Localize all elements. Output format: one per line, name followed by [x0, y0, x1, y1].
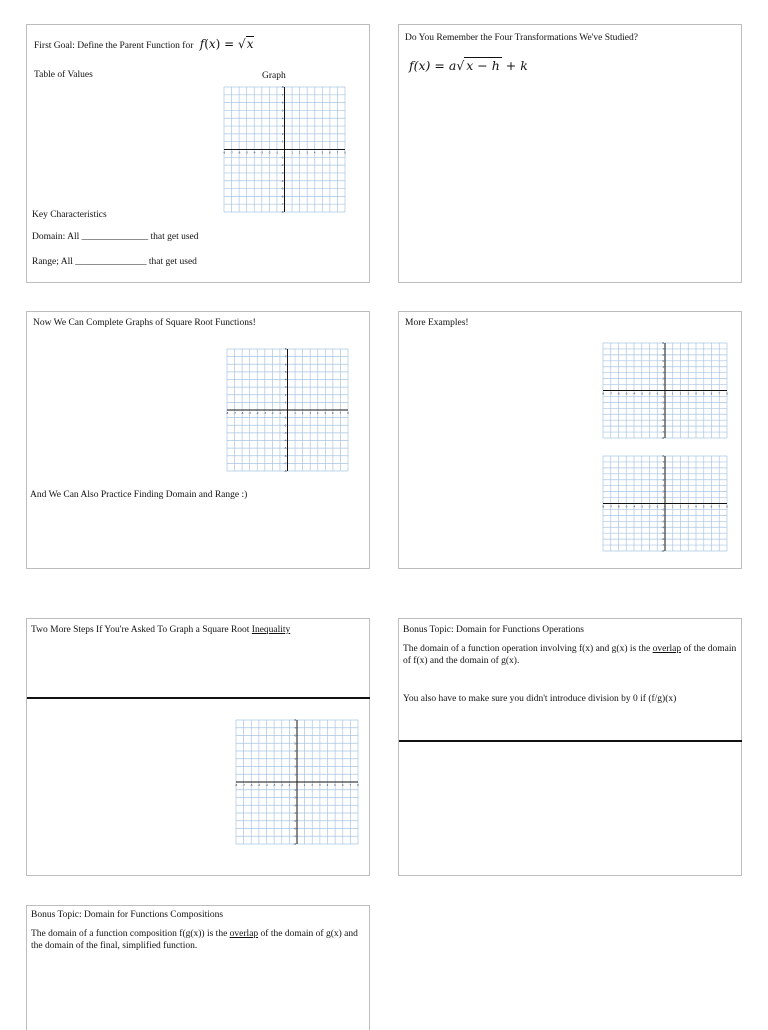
slide-square-root-graphs	[26, 311, 370, 569]
title-text: Two More Steps If You're Asked To Graph a Square Root	[31, 625, 252, 635]
coordinate-grid	[223, 86, 346, 213]
division-note: You also have to make sure you didn't introduce division by 0 if (f/g)(x)	[403, 694, 677, 704]
formula-radicand: x	[246, 37, 254, 51]
y-tick-label: 3	[294, 757, 296, 761]
y-tick-label: 2	[294, 765, 296, 769]
compositions-paragraph	[31, 929, 365, 952]
x-tick-label: 6	[710, 392, 713, 396]
y-tick-label: -3	[293, 804, 296, 808]
y-tick-label: 3	[284, 386, 287, 390]
y-tick-label: 4	[281, 117, 284, 121]
y-tick-label: -4	[661, 413, 664, 417]
x-tick-label: -1	[655, 392, 659, 396]
range-line: Range; All _______________ that get used	[32, 257, 197, 267]
y-tick-label: 4	[662, 365, 664, 369]
slide-four-transformations	[398, 24, 742, 283]
y-tick-label: -3	[661, 520, 664, 524]
y-tick-label: -5	[283, 447, 287, 451]
y-tick-label: 1	[662, 496, 664, 500]
formula-equals: =	[224, 37, 235, 51]
y-tick-label: -7	[280, 203, 284, 207]
y-tick-label: -8	[293, 843, 296, 846]
x-tick-label: -1	[278, 412, 282, 415]
paragraph-text: of the domain of g(x) and the domain of the final, simplified function.	[31, 929, 358, 951]
x-tick-label: 0	[283, 151, 286, 155]
x-tick-label: 7	[349, 784, 352, 787]
y-tick-label: 4	[662, 478, 664, 482]
slide-title	[31, 625, 290, 635]
x-tick-label: -7	[230, 151, 233, 155]
x-tick-label: 2	[298, 151, 301, 155]
title-underlined-word: Inequality	[251, 625, 291, 635]
y-tick-label: 2	[662, 490, 664, 494]
x-tick-label: -2	[648, 505, 651, 509]
slide-title	[34, 37, 254, 51]
y-tick-label: 5	[662, 359, 664, 363]
y-tick-label: 7	[284, 355, 287, 359]
x-tick-label: 7	[336, 151, 339, 155]
x-tick-label: 0	[664, 505, 666, 509]
y-tick-label: -8	[283, 470, 287, 473]
x-tick-label: -2	[648, 392, 651, 396]
slide-parent-function	[26, 24, 370, 283]
y-tick-label: 6	[662, 466, 664, 470]
y-tick-label: 3	[281, 125, 284, 129]
formula-x: x	[208, 37, 216, 51]
y-tick-label: 5	[284, 370, 287, 374]
x-tick-label: 5	[324, 412, 327, 415]
x-tick-label: 6	[341, 784, 344, 787]
formula-lhs: f(x) = a	[409, 58, 457, 73]
x-tick-label: 6	[329, 151, 331, 155]
x-tick-label: 5	[334, 784, 336, 787]
x-tick-label: 0	[286, 412, 289, 415]
key-characteristics-label: Key Characteristics	[32, 210, 107, 220]
y-tick-label: 8	[281, 86, 284, 89]
transformation-formula	[409, 58, 528, 73]
title-text: First Goal: Define the Parent Function for	[34, 41, 194, 51]
x-tick-label: -1	[655, 505, 659, 509]
coordinate-grid	[235, 719, 359, 845]
y-tick-label: -3	[283, 431, 287, 435]
paragraph-text: The domain of a function composition f(g(x)) is the	[31, 929, 230, 939]
x-tick-label: -6	[617, 505, 620, 509]
x-tick-label: 6	[332, 412, 334, 415]
y-tick-label: -3	[661, 407, 664, 411]
x-tick-label: -7	[609, 392, 613, 396]
y-tick-label: -7	[661, 431, 664, 435]
x-tick-label: -5	[624, 392, 628, 396]
domain-line: Domain: All ______________ that get used	[32, 232, 199, 242]
x-tick-label: 8	[347, 412, 349, 415]
y-tick-label: -7	[293, 835, 296, 839]
y-tick-label: -1	[661, 395, 664, 399]
x-tick-label: -4	[252, 151, 256, 155]
y-tick-label: -6	[661, 538, 664, 542]
y-tick-label: 8	[662, 342, 664, 345]
y-tick-label: -7	[283, 462, 287, 466]
section-divider	[399, 740, 742, 742]
y-tick-label: 2	[281, 132, 284, 136]
y-tick-label: 5	[662, 472, 664, 476]
y-tick-label: 7	[662, 347, 664, 351]
y-tick-label: -2	[283, 424, 287, 428]
y-tick-label: 2	[662, 377, 664, 381]
x-tick-label: 3	[306, 151, 309, 155]
formula-radicand: x − h	[466, 58, 500, 73]
y-tick-label: -4	[293, 812, 296, 815]
y-tick-label: -6	[280, 195, 284, 199]
y-tick-label: -1	[661, 508, 664, 512]
y-tick-label: 1	[281, 140, 284, 144]
y-tick-label: -5	[280, 187, 284, 191]
y-tick-label: 5	[294, 742, 296, 746]
x-tick-label: -8	[222, 151, 226, 155]
x-tick-label: 8	[357, 784, 359, 787]
x-tick-label: 3	[687, 392, 690, 396]
y-tick-label: 7	[294, 726, 296, 730]
y-tick-label: 1	[294, 773, 296, 777]
x-tick-label: 8	[726, 392, 728, 396]
y-tick-label: 8	[662, 455, 664, 458]
y-tick-label: 1	[284, 401, 287, 405]
y-tick-label: 6	[662, 353, 664, 357]
y-tick-label: 5	[281, 109, 284, 113]
x-tick-label: -8	[234, 784, 238, 787]
sqrt-icon: √	[238, 37, 246, 51]
underlined-word: overlap	[652, 644, 682, 654]
x-tick-label: 4	[695, 392, 697, 396]
x-tick-label: 0	[296, 784, 298, 787]
x-tick-label: -2	[280, 784, 284, 787]
x-tick-label: 1	[671, 392, 674, 396]
slide-domain-function-compositions	[26, 905, 370, 1030]
coordinate-grid	[602, 342, 728, 439]
x-tick-label: 0	[664, 392, 666, 396]
slide-title: Bonus Topic: Domain for Functions Compositions	[31, 910, 224, 920]
y-tick-label: -8	[280, 211, 284, 214]
y-tick-label: -5	[661, 532, 664, 536]
y-tick-label: -2	[280, 164, 284, 168]
x-tick-label: 4	[695, 505, 697, 509]
x-tick-label: -3	[640, 392, 644, 396]
x-tick-label: -6	[249, 784, 253, 787]
slide-title: More Examples!	[405, 318, 469, 328]
x-tick-label: -8	[601, 505, 605, 509]
formula-tail: + k	[501, 58, 528, 73]
x-tick-label: -4	[632, 505, 636, 509]
x-tick-label: 1	[303, 784, 306, 787]
x-tick-label: 4	[326, 784, 329, 787]
formula-f: f	[199, 37, 205, 51]
slide-more-examples	[398, 311, 742, 569]
operations-paragraph	[403, 644, 737, 667]
parent-function-formula: f(x) = √x	[199, 37, 254, 51]
x-tick-label: -3	[263, 412, 267, 415]
slide-square-root-inequality	[26, 618, 370, 876]
x-tick-label: -3	[640, 505, 644, 509]
coordinate-grid	[602, 455, 728, 552]
x-tick-label: 2	[679, 392, 682, 396]
x-tick-label: -7	[242, 784, 245, 787]
x-tick-label: 3	[319, 784, 321, 787]
y-tick-label: -1	[280, 156, 284, 160]
y-tick-label: -2	[661, 401, 664, 405]
x-tick-label: 7	[718, 392, 721, 396]
x-tick-label: 8	[726, 505, 728, 509]
x-tick-label: 3	[687, 505, 690, 509]
x-tick-label: 8	[344, 151, 346, 155]
x-tick-label: -8	[225, 412, 229, 415]
y-tick-label: 1	[662, 383, 664, 387]
slide-title: Do You Remember the Four Transformations We've Studied?	[405, 33, 638, 43]
coordinate-grid	[226, 348, 349, 472]
x-tick-label: -7	[609, 505, 613, 509]
sqrt-icon: √	[456, 58, 465, 73]
y-tick-label: -1	[293, 788, 296, 792]
x-tick-label: -2	[271, 412, 274, 415]
y-tick-label: -7	[661, 544, 664, 548]
x-tick-label: -3	[260, 151, 264, 155]
y-tick-label: -8	[661, 437, 664, 440]
y-tick-label: 7	[281, 93, 284, 97]
y-tick-label: 6	[284, 363, 287, 367]
y-tick-label: -2	[293, 796, 296, 800]
x-tick-label: -7	[233, 412, 236, 415]
y-tick-label: -6	[283, 454, 287, 458]
y-tick-label: 4	[284, 378, 287, 382]
y-tick-label: -3	[280, 171, 284, 175]
x-tick-label: 7	[718, 505, 721, 509]
x-tick-label: -1	[288, 784, 291, 787]
slide-title: Now We Can Complete Graphs of Square Root Functions!	[33, 318, 256, 328]
y-tick-label: 6	[281, 101, 284, 105]
y-tick-label: 3	[662, 484, 664, 488]
y-tick-label: 6	[294, 734, 296, 738]
x-tick-label: 4	[313, 151, 316, 155]
y-tick-label: -6	[661, 425, 664, 429]
table-of-values-label: Table of Values	[34, 70, 93, 80]
x-tick-label: 3	[309, 412, 312, 415]
x-tick-label: -5	[248, 412, 251, 415]
x-tick-label: 1	[671, 505, 674, 509]
x-tick-label: -3	[272, 784, 276, 787]
y-tick-label: -4	[283, 439, 287, 443]
paragraph-text: The domain of a function operation involving f(x) and g(x) is the	[403, 644, 653, 654]
x-tick-label: 6	[710, 505, 713, 509]
y-tick-label: -1	[283, 416, 287, 420]
x-tick-label: -8	[601, 392, 605, 396]
x-tick-label: 2	[679, 505, 682, 509]
slide-domain-function-operations	[398, 618, 742, 876]
x-tick-label: -4	[255, 412, 259, 415]
x-tick-label: -4	[265, 784, 268, 787]
slide-title: Bonus Topic: Domain for Functions Operations	[403, 625, 584, 635]
y-tick-label: -4	[280, 179, 284, 183]
x-tick-label: 7	[339, 412, 342, 415]
section-divider	[27, 697, 370, 699]
x-tick-label: -6	[617, 392, 620, 396]
y-tick-label: -5	[661, 419, 664, 423]
x-tick-label: 5	[702, 505, 705, 509]
x-tick-label: -2	[268, 151, 271, 155]
y-tick-label: -5	[293, 819, 296, 823]
x-tick-label: 5	[321, 151, 324, 155]
y-tick-label: 4	[294, 750, 296, 753]
y-tick-label: 8	[294, 719, 296, 722]
x-tick-label: 5	[702, 392, 705, 396]
slide-subtitle: And We Can Also Practice Finding Domain and Range :)	[30, 490, 248, 500]
x-tick-label: -5	[624, 505, 628, 509]
x-tick-label: 1	[294, 412, 296, 415]
y-tick-label: -2	[661, 514, 664, 518]
y-tick-label: 3	[662, 371, 664, 375]
x-tick-label: 2	[311, 784, 314, 787]
x-tick-label: -5	[257, 784, 261, 787]
x-tick-label: 1	[291, 151, 293, 155]
x-tick-label: -5	[245, 151, 248, 155]
graph-label: Graph	[262, 71, 286, 81]
y-tick-label: -6	[293, 827, 296, 831]
x-tick-label: -6	[237, 151, 241, 155]
x-tick-label: -4	[632, 392, 636, 396]
y-tick-label: -4	[661, 526, 664, 530]
y-tick-label: 8	[284, 348, 287, 351]
x-tick-label: 4	[316, 412, 319, 415]
x-tick-label: 2	[301, 412, 304, 415]
x-tick-label: -6	[240, 412, 244, 415]
y-tick-label: -8	[661, 550, 664, 553]
underlined-word: overlap	[229, 929, 259, 939]
y-tick-label: 7	[662, 460, 664, 464]
y-tick-label: 2	[284, 393, 287, 397]
paragraph-text: of the domain of f(x) and the domain of g(x).	[403, 644, 737, 666]
x-tick-label: -1	[275, 151, 279, 155]
